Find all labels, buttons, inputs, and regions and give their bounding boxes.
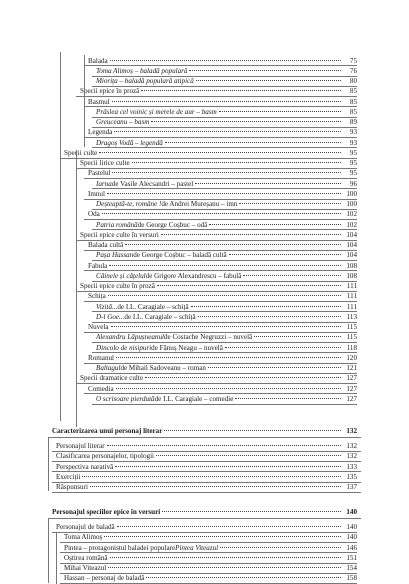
page-number: 93: [349, 138, 357, 147]
dot-leader: [109, 265, 341, 266]
entry-author: de Grigore Alexandrescu – fabulă: [145, 271, 242, 280]
page-number: 85: [349, 87, 357, 96]
dot-leader: [102, 213, 341, 214]
entry-work-title: Patria română: [96, 220, 138, 229]
dot-leader: [82, 476, 341, 477]
entry-title: Fabula: [88, 261, 108, 270]
entry-title: Specii epice culte în proză: [80, 282, 155, 290]
page-number: 100: [346, 200, 357, 208]
entry-title: Specii dramatice culte: [80, 374, 144, 383]
entry-title: Specii epice culte în versuri: [80, 230, 159, 239]
dot-leader: [156, 455, 341, 456]
page-number: 85: [349, 107, 357, 116]
dot-leader: [239, 203, 341, 204]
dot-leader: [132, 162, 341, 163]
page-number: 121: [346, 364, 357, 372]
page-number: 108: [346, 261, 357, 270]
page-number: 132: [346, 442, 357, 450]
page-number: 115: [346, 333, 357, 342]
dot-leader: [219, 111, 341, 112]
page-number: 132: [346, 452, 357, 461]
entry-title: Nuvela: [88, 323, 109, 331]
dot-leader: [225, 347, 341, 348]
entry-title: Greuceanu – basm: [96, 118, 150, 126]
page-number: 95: [349, 159, 357, 167]
dot-leader: [196, 80, 341, 81]
entry-title: Personajul de baladă: [56, 523, 115, 531]
dot-leader: [90, 486, 341, 487]
rule-line: [52, 492, 361, 493]
page-number: 140: [346, 508, 357, 516]
indent-guide: [84, 55, 85, 147]
page-number: 102: [346, 210, 357, 219]
page-number: 127: [346, 394, 357, 403]
page-number: 104: [346, 230, 357, 239]
dot-leader: [110, 60, 341, 61]
entry-work-title: Deșteaptă-te, române !: [96, 200, 162, 208]
indent-guide: [60, 52, 61, 421]
entry-title: Pastelul: [88, 169, 111, 178]
dot-leader: [115, 466, 341, 467]
page-number: 151: [346, 553, 357, 562]
entry-author: de Andrei Mureșanu – imn: [161, 200, 238, 208]
entry-title: Perspectiva narativă: [56, 462, 114, 471]
dot-leader: [220, 547, 341, 548]
dot-leader: [112, 172, 341, 173]
entry-title: Imnul: [88, 189, 105, 198]
entry-work-title: Baltagul: [96, 364, 121, 372]
page-number: 115: [346, 323, 357, 331]
dot-leader: [195, 183, 341, 184]
page-number: 154: [346, 564, 357, 572]
dot-leader: [111, 326, 342, 327]
entry-work-title: Dincolo de nisipuri: [96, 343, 152, 352]
dot-leader: [117, 526, 341, 527]
page-number: 133: [346, 462, 357, 471]
page-number: 75: [349, 56, 357, 65]
page-number: 95: [349, 148, 357, 157]
entry-title: Dragoș Vodă – legendă: [96, 138, 163, 147]
dot-leader: [235, 398, 341, 399]
entry-author: de Costache Negruzzi – nuvelă: [163, 333, 253, 342]
entry-author: de Fănuș Neagu – nuvelă: [151, 343, 223, 352]
dot-leader: [165, 142, 341, 143]
indent-guide: [76, 150, 77, 427]
entry-author: de I.L. Caragiale – schiță: [117, 302, 189, 311]
indent-guide: [48, 519, 49, 583]
dot-leader: [108, 295, 341, 296]
entry-title: Legenda: [88, 128, 113, 137]
entry-title: Pintea – protagonistul baladei populare: [64, 543, 176, 552]
entry-title: Comedia: [88, 384, 114, 393]
dot-leader: [125, 244, 341, 245]
page-number: 132: [346, 427, 357, 435]
dot-leader: [189, 70, 341, 71]
dot-leader: [164, 430, 341, 431]
entry-title: Mihai Viteazul: [64, 564, 107, 572]
page-number: 89: [349, 118, 357, 126]
dot-leader: [209, 224, 341, 225]
page-number: 140: [346, 523, 357, 531]
entry-work-title: O scrisoare pierdută: [96, 394, 155, 403]
dot-leader: [116, 357, 341, 358]
entry-author: de I.L. Caragiale – schiță: [124, 312, 196, 321]
dot-leader: [151, 121, 341, 122]
entry-work-title: Câinele și cățelul: [96, 271, 146, 280]
entry-work-title: Iarna: [96, 179, 112, 188]
entry-work-title: Vizită...: [96, 302, 118, 311]
page-number: 95: [349, 169, 357, 178]
page-number: 146: [346, 543, 357, 552]
dot-leader: [107, 445, 341, 446]
dot-leader: [229, 254, 341, 255]
page-number: 104: [346, 241, 357, 249]
dot-leader: [198, 316, 341, 317]
dot-leader: [161, 234, 341, 235]
page-number: 80: [349, 77, 357, 85]
entry-title: Clasificarea personajelor, tipologii: [56, 452, 155, 461]
dot-leader: [114, 131, 341, 132]
page-number: 85: [349, 97, 357, 106]
entry-title: Specii lirice culte: [80, 159, 130, 167]
dot-leader: [157, 285, 341, 286]
page-number: 111: [346, 302, 357, 311]
dot-leader: [99, 152, 341, 153]
dot-leader: [108, 567, 341, 568]
page-number: 111: [346, 282, 357, 290]
page-number: 158: [346, 574, 357, 583]
page-number: 118: [346, 343, 357, 352]
entry-title: Schița: [88, 292, 106, 301]
page-number: 102: [346, 220, 357, 229]
dot-leader: [145, 377, 341, 378]
entry-author: de Vasile Alecsandri – pastel: [111, 179, 194, 188]
section-heading: [52, 426, 357, 437]
entry-title: Toma Alimoș – baladă populară: [96, 66, 188, 75]
rule-line: [48, 518, 361, 519]
entry-author: de Mihail Sadoveanu – roman: [120, 364, 206, 372]
entry-title: Oștirea română: [64, 553, 108, 562]
page-number: 93: [349, 128, 357, 137]
entry-title: Toma Alimoș: [64, 533, 103, 542]
page-number: 140: [346, 533, 357, 542]
rule-line: [92, 404, 357, 405]
entry-work-title: Pintea Viteazul: [175, 543, 219, 552]
entry-title: Exerciții: [56, 472, 81, 481]
entry-title: Specii epice în proză: [80, 87, 140, 96]
indent-guide: [48, 438, 49, 491]
entry-title: Balada cultă: [88, 241, 124, 249]
page-number: 104: [346, 251, 357, 260]
dot-leader: [162, 511, 341, 512]
entry-title: Miorița – baladă populară atipică: [96, 77, 194, 85]
dot-leader: [112, 101, 341, 102]
page-number: 108: [346, 271, 357, 280]
indent-guide: [56, 533, 57, 584]
entry-title: Romanul: [88, 353, 115, 362]
dot-leader: [146, 577, 341, 578]
page-number: 120: [346, 353, 357, 362]
entry-title: Basmul: [88, 97, 110, 106]
page-number: 76: [349, 66, 357, 75]
dot-leader: [110, 557, 341, 558]
page-number: 111: [346, 292, 357, 301]
dot-leader: [208, 367, 341, 368]
entry-title: Balada: [88, 56, 108, 65]
dot-leader: [107, 193, 341, 194]
entry-title: Prâslea cel voinic și merele de aur – basm: [96, 107, 217, 116]
dot-leader: [254, 336, 341, 337]
entry-title: Specii culte: [64, 148, 98, 157]
page-number: 96: [349, 179, 357, 188]
page-number: 135: [346, 472, 357, 481]
entry-work-title: Pașa Hassan: [96, 251, 134, 260]
entry-work-title: Alexandru Lăpușneanul: [96, 333, 164, 342]
entry-author: de George Coșbuc – odă: [137, 220, 208, 229]
entry-title: Răspunsuri: [56, 483, 88, 491]
page-number: 127: [346, 384, 357, 393]
entry-title: Personajul speciilor epice în versuri: [52, 508, 161, 516]
dot-leader: [104, 536, 341, 537]
entry-title: Hassan – personaj de baladă: [64, 574, 145, 583]
page-number: 127: [346, 374, 357, 383]
dot-leader: [243, 275, 341, 276]
dot-leader: [141, 90, 341, 91]
dot-leader: [116, 388, 341, 389]
rule-line: [48, 437, 361, 438]
dot-leader: [191, 306, 341, 307]
page-number: 100: [346, 189, 357, 198]
entry-author: de I.L. Caragiale – comedie: [154, 394, 234, 403]
page-number: 113: [346, 312, 357, 321]
entry-title: Personajul literar: [56, 442, 105, 450]
entry-author: de George Coșbuc – baladă cultă: [133, 251, 227, 260]
page-number: 137: [346, 483, 357, 491]
entry-title: Oda: [88, 210, 100, 219]
entry-title: Caracterizarea unui personaj literar: [52, 427, 163, 435]
section-heading: [52, 507, 357, 518]
entry-work-title: D-l Goe...: [96, 312, 125, 321]
